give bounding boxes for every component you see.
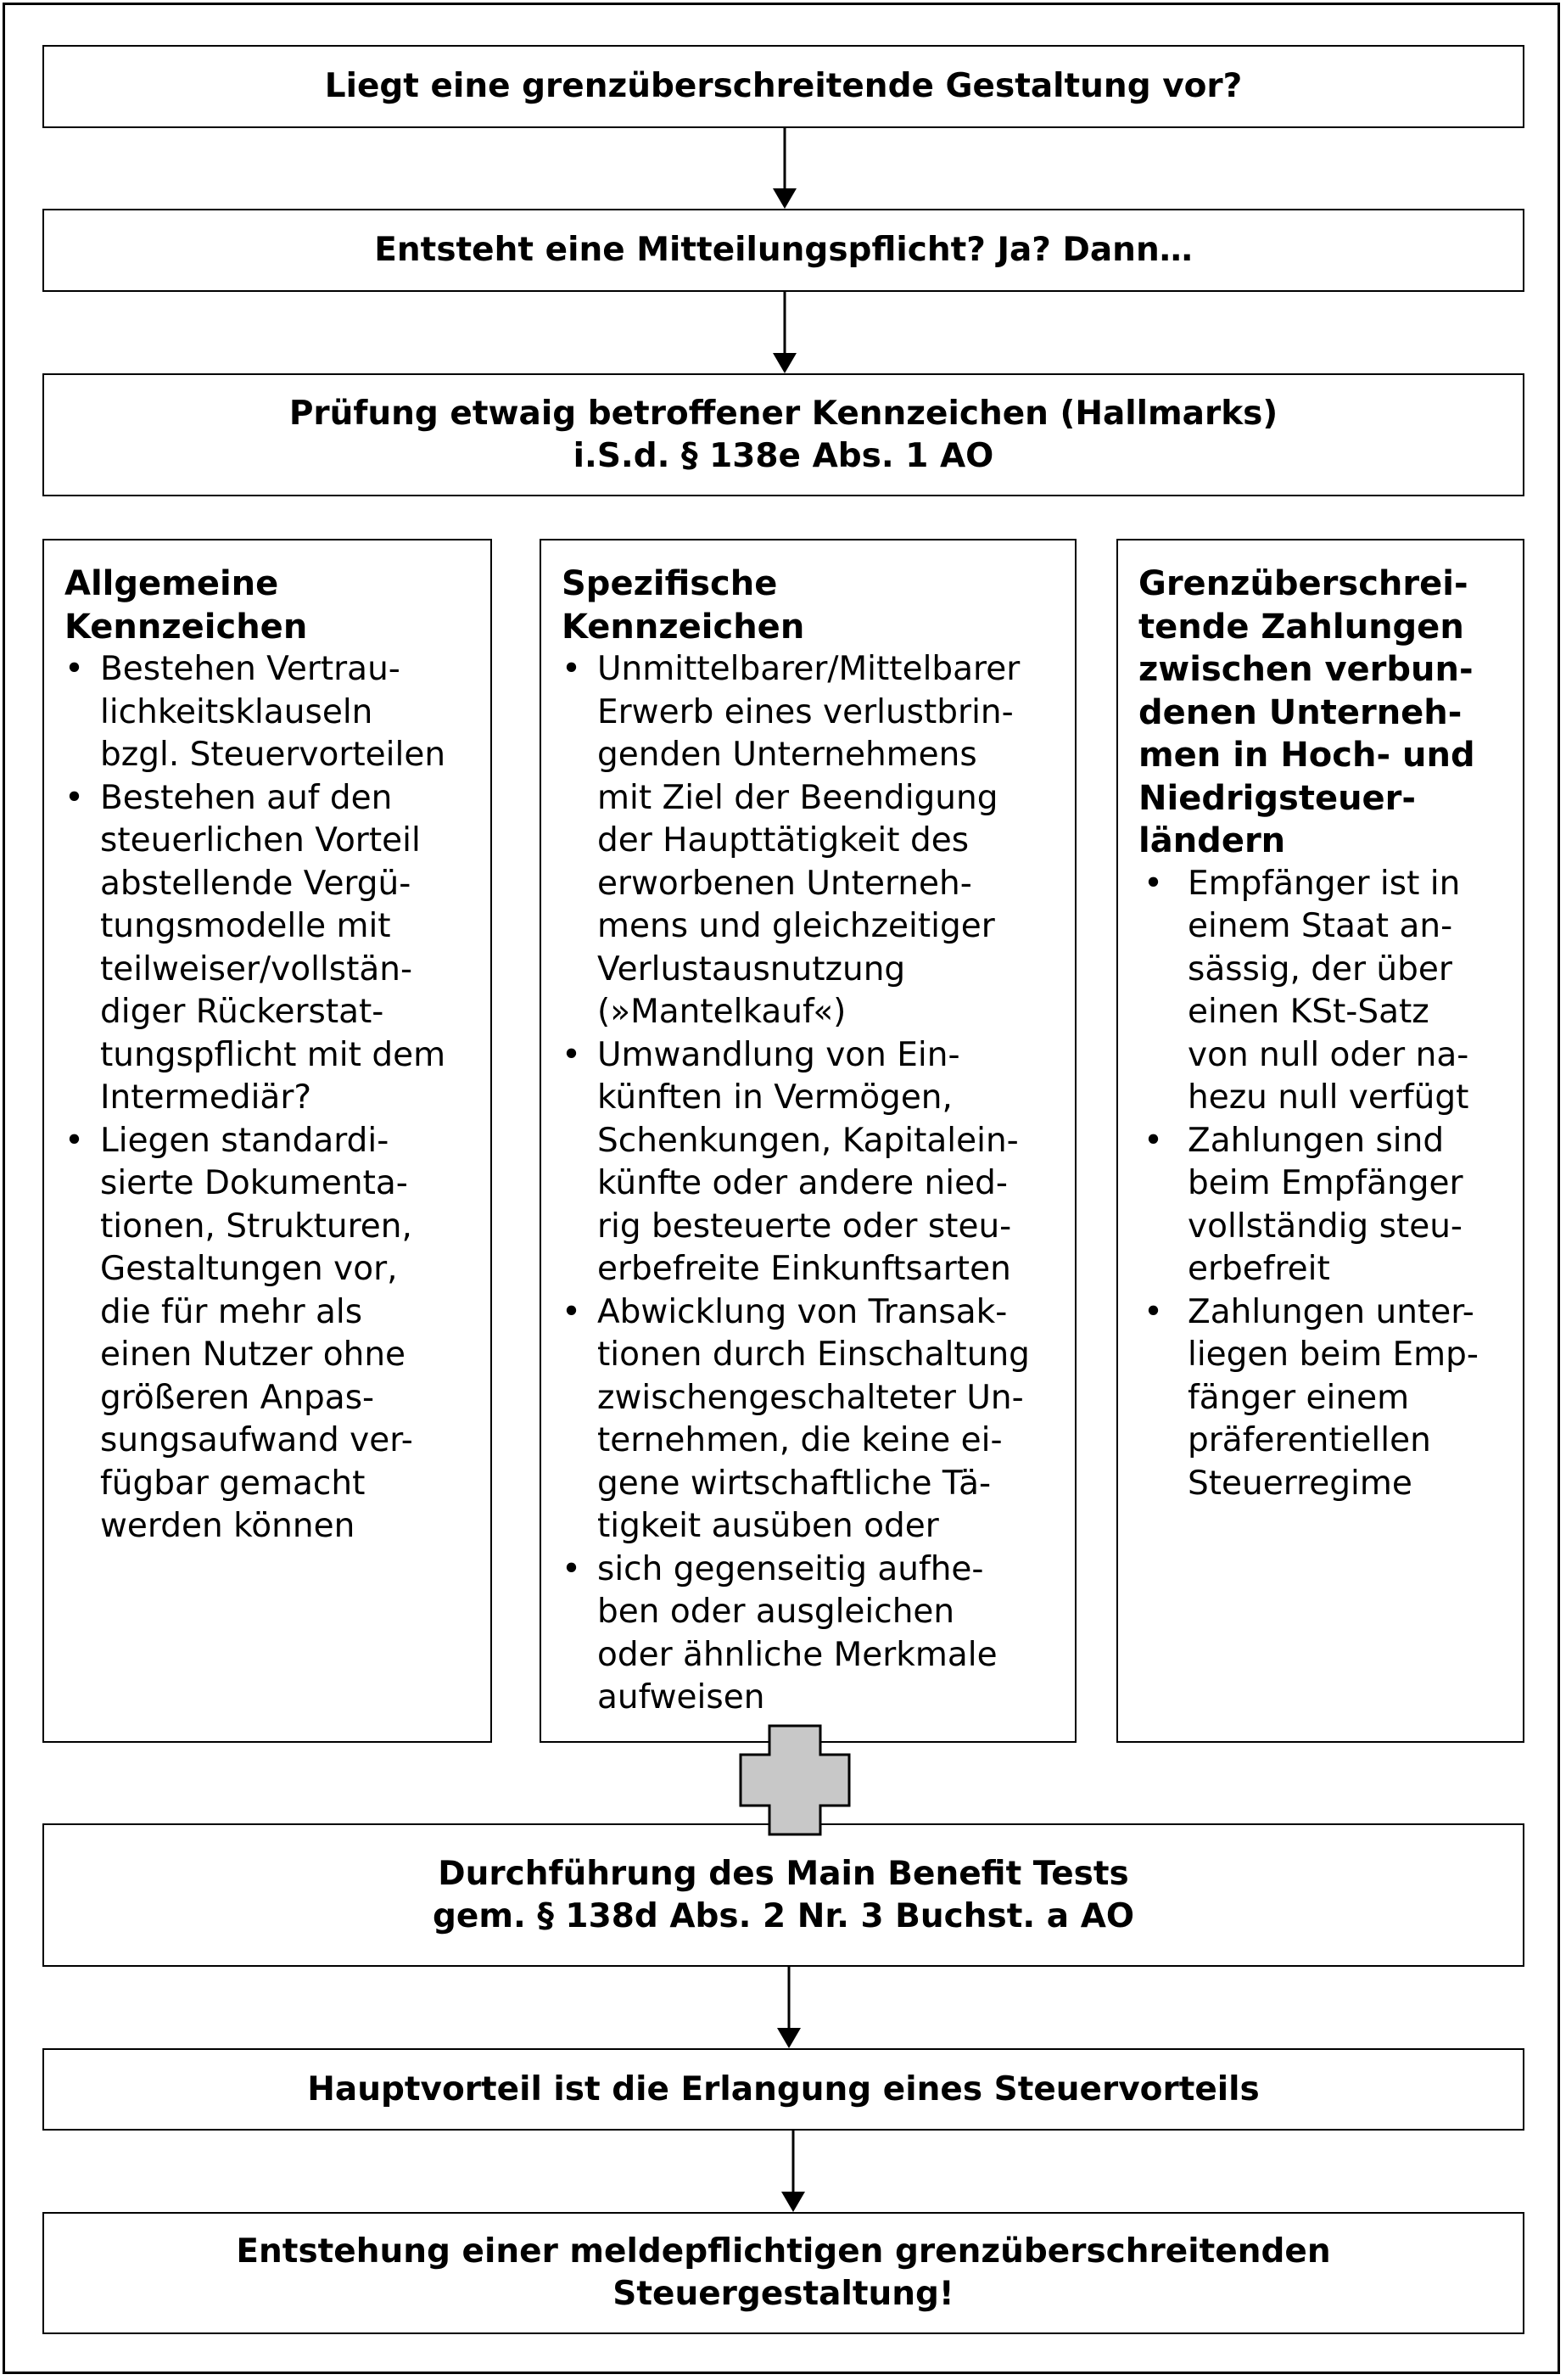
step-hallmarks-check-line2: i.S.d. § 138e Abs. 1 AO: [573, 436, 994, 475]
step-result-line2: Steuergestaltung!: [612, 2275, 954, 2313]
column-specific-hallmarks-heading: Spezifische Kennzeichen: [562, 564, 805, 647]
list-item: • Zahlungen unter- liegen beim Emp- fänger einem präferentiellen Steuerregime: [1138, 1291, 1504, 1506]
column-general-hallmarks-heading: Allgemeine Kennzeichen: [64, 564, 308, 647]
arrow-4: [781, 2131, 805, 2212]
arrow-1: [773, 128, 797, 209]
step-result-line1: Entstehung einer meldepflichtigen grenzüberschreitenden: [236, 2232, 1331, 2271]
column-cross-border-payments-heading: Grenzüberschrei- tende Zahlungen zwischen verbun- denen Unterneh- men in Hoch- und Niedrigsteuer- ländern: [1138, 564, 1475, 860]
list-item: • Zahlungen sind beim Empfänger vollständig steu- erbefreit: [1138, 1120, 1504, 1291]
step-hallmarks-check-line1: Prüfung etwaig betroffener Kennzeichen (Hallmarks): [288, 394, 1278, 433]
step-main-benefit-test-line2: gem. § 138d Abs. 2 Nr. 3 Buchst. a AO: [432, 1896, 1135, 1935]
step-cross-border-question-text: Liegt eine grenzüberschreitende Gestaltung vor?: [324, 67, 1243, 105]
step-main-advantage-text: Hauptvorteil ist die Erlangung eines Steuervorteils: [307, 2069, 1260, 2108]
list-item: • Umwandlung von Ein- künften in Vermögen, Schenkungen, Kapitalein- künfte oder andere nied- rig besteuerte oder steu- erbefreite Einkunftsarten: [562, 1034, 1056, 1291]
arrow-3: [777, 1967, 801, 2048]
list-item: • sich gegenseitig aufhe- ben oder ausgleichen oder ähnliche Merkmale aufweisen: [562, 1548, 1056, 1720]
list-item: • Bestehen auf den steuerlichen Vorteil abstellende Vergü- tungsmodelle mit teilweiser/vollstän- diger Rückerstat- tungspflicht mit dem Intermediär?: [64, 777, 472, 1120]
list-item: • Liegen standardi- sierte Dokumenta- tionen, Strukturen, Gestaltungen vor, die für mehr als einen Nutzer ohne größeren Anpas- sungsaufwand ver- fügbar gemacht werden können: [64, 1120, 472, 1548]
list-item: • Empfänger ist in einem Staat an- sässig, der über einen KSt-Satz von null oder na- hezu null verfügt: [1138, 863, 1504, 1120]
list-item: • Abwicklung von Transak- tionen durch Einschaltung zwischengeschalteter Un- ternehmen, die keine ei- gene wirtschaftliche Tä- tigkeit ausüben oder: [562, 1291, 1056, 1548]
plus-icon: [741, 1726, 849, 1834]
step-main-benefit-test-line1: Durchführung des Main Benefit Tests: [438, 1854, 1129, 1893]
list-item: • Unmittelbarer/Mittelbarer Erwerb eines verlustbrin- genden Unternehmens mit Ziel der Beendigung der Haupttätigkeit des erworbenen Unterneh- mens und gleichzeitiger Verlustausnutzung (»Mantelkauf«): [562, 648, 1056, 1034]
list-item: • Bestehen Vertrau- lichkeitsklauseln bzgl. Steuervorteilen: [64, 648, 472, 777]
step-reporting-obligation-text: Entsteht eine Mitteilungspflicht? Ja? Dann…: [374, 231, 1193, 269]
arrow-2: [773, 292, 797, 373]
